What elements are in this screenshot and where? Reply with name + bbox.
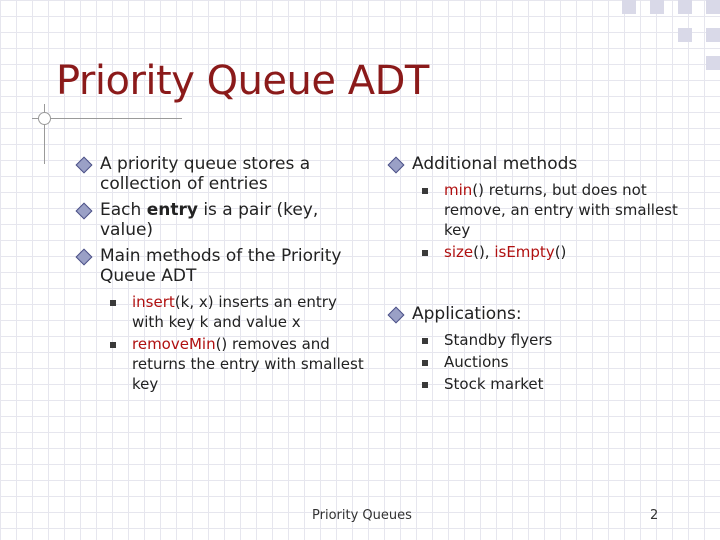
- spacer: [388, 264, 698, 304]
- bullet-text: A priority queue stores a collection of entries: [100, 154, 311, 194]
- bullet-main-methods: [76, 246, 366, 286]
- square-bullet-icon: [110, 342, 116, 348]
- slide-title: Priority Queue ADT: [56, 58, 429, 104]
- bullet-text: Main methods of the Priority Queue ADT: [100, 246, 342, 286]
- square-bullet-icon: [422, 188, 428, 194]
- bullet-text: Applications:: [412, 304, 522, 324]
- diamond-bullet-icon: [76, 249, 93, 266]
- app-text: Stock market: [444, 375, 544, 393]
- sub-bullet-min: [388, 180, 698, 240]
- function-name: size: [444, 243, 474, 261]
- function-name: removeMin: [132, 335, 216, 353]
- sub-bullet-removemin: [76, 334, 366, 394]
- right-column: [388, 154, 698, 396]
- app-text: Standby flyers: [444, 331, 553, 349]
- sub-bullet-insert: [76, 292, 366, 332]
- square-bullet-icon: [422, 250, 428, 256]
- list-item-app: [388, 374, 698, 394]
- bullet-additional-methods: [388, 154, 698, 174]
- title-rule-circle: [38, 112, 51, 125]
- bullet-applications: [388, 304, 698, 324]
- list-item-app: [388, 330, 698, 350]
- footer-text: Priority Queues: [312, 508, 412, 523]
- square-bullet-icon: [422, 360, 428, 366]
- sub-bullet-size-isempty: [388, 242, 698, 262]
- function-name: min: [444, 181, 473, 199]
- sub-bullet-text: (k, x) inserts an entry with key k and value x: [132, 293, 337, 331]
- diamond-bullet-icon: [76, 157, 93, 174]
- diamond-bullet-icon: [76, 203, 93, 220]
- sub-bullet-text: (): [554, 243, 567, 261]
- square-bullet-icon: [110, 300, 116, 306]
- diamond-bullet-icon: [388, 307, 405, 324]
- bullet-text-post: is a pair (key, value): [100, 200, 319, 240]
- function-name: isEmpty: [494, 243, 555, 261]
- bullet-text-pre: Each: [100, 200, 147, 220]
- bullet-text: Additional methods: [412, 154, 578, 174]
- square-bullet-icon: [422, 382, 428, 388]
- sub-bullet-text: () returns, but does not remove, an entry with smallest key: [444, 181, 678, 239]
- sub-bullet-text: () removes and returns the entry with smallest key: [132, 335, 364, 393]
- title-rule: [32, 118, 182, 119]
- bullet-priority-queue: [76, 154, 366, 194]
- list-item-app: [388, 352, 698, 372]
- bullet-entry: [76, 200, 366, 240]
- square-bullet-icon: [422, 338, 428, 344]
- diamond-bullet-icon: [388, 157, 405, 174]
- app-text: Auctions: [444, 353, 509, 371]
- function-name: insert: [132, 293, 175, 311]
- page-number: 2: [650, 508, 659, 523]
- bullet-text-bold: entry: [146, 200, 198, 220]
- left-column: [76, 154, 366, 396]
- sub-bullet-text: (),: [473, 243, 495, 261]
